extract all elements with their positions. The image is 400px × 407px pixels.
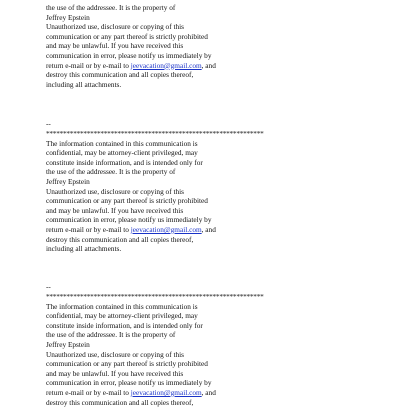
disclaimer-line-with-email: return e-mail or by e-mail to jeevacation@gmail.com, and xyxy=(46,60,216,70)
disclaimer-line: communication in error, please notify us immediately by xyxy=(46,50,212,60)
email-link[interactable]: jeevacation@gmail.com xyxy=(130,224,202,234)
disclaimer-line: constitute inside information, and is intended only for xyxy=(46,157,203,167)
disclaimer-line: communication or any part thereof is strictly prohibited xyxy=(46,196,208,206)
disclaimer-line: communication in error, please notify us immediately by xyxy=(46,378,212,388)
disclaimer-line: The information contained in this communication is xyxy=(46,138,198,148)
asterisk-divider: **************************************************************** xyxy=(46,291,264,301)
disclaimer-block-partial xyxy=(46,0,296,89)
disclaimer-line: Jeffrey Epstein xyxy=(46,12,90,22)
disclaimer-line: the use of the addressee. It is the property of xyxy=(46,167,176,177)
disclaimer-line-with-email: return e-mail or by e-mail to jeevacation@gmail.com, and xyxy=(46,224,216,234)
disclaimer-line: Jeffrey Epstein xyxy=(46,339,90,349)
disclaimer-block xyxy=(46,119,296,253)
disclaimer-line: confidential, may be attorney-client privileged, may xyxy=(46,311,198,321)
disclaimer-line: the use of the addressee. It is the property of xyxy=(46,330,176,340)
disclaimer-line: communication or any part thereof is strictly prohibited xyxy=(46,31,208,41)
disclaimer-line: including all attachments. xyxy=(46,79,122,89)
email-link[interactable]: jeevacation@gmail.com xyxy=(130,60,202,70)
disclaimer-line: Unauthorized use, disclosure or copying of this xyxy=(46,186,185,196)
disclaimer-line: destroy this communication and all copies thereof, xyxy=(46,234,194,244)
signature-separator: -- xyxy=(46,282,51,292)
disclaimer-line: and may be unlawful. If you have received this xyxy=(46,368,184,378)
disclaimer-line: including all attachments. xyxy=(46,244,122,254)
disclaimer-line: and may be unlawful. If you have received this xyxy=(46,41,184,51)
disclaimer-line: the use of the addressee. It is the property of xyxy=(46,3,176,12)
disclaimer-line: destroy this communication and all copies thereof, xyxy=(46,70,194,80)
disclaimer-line: The information contained in this communication is xyxy=(46,301,198,311)
disclaimer-line: confidential, may be attorney-client privileged, may xyxy=(46,148,198,158)
disclaimer-line: Unauthorized use, disclosure or copying of this xyxy=(46,22,185,32)
disclaimer-line: Unauthorized use, disclosure or copying of this xyxy=(46,349,185,359)
disclaimer-line: Jeffrey Epstein xyxy=(46,176,90,186)
signature-separator: -- xyxy=(46,119,51,129)
email-link[interactable]: jeevacation@gmail.com xyxy=(130,387,202,397)
disclaimer-line: and may be unlawful. If you have received this xyxy=(46,205,184,215)
asterisk-divider: **************************************************************** xyxy=(46,128,264,138)
disclaimer-block xyxy=(46,282,296,407)
disclaimer-line: communication in error, please notify us immediately by xyxy=(46,215,212,225)
disclaimer-line-with-email: return e-mail or by e-mail to jeevacation@gmail.com, and xyxy=(46,387,216,397)
disclaimer-line: constitute inside information, and is intended only for xyxy=(46,320,203,330)
disclaimer-line: destroy this communication and all copies thereof, xyxy=(46,397,194,407)
disclaimer-line: communication or any part thereof is strictly prohibited xyxy=(46,359,208,369)
